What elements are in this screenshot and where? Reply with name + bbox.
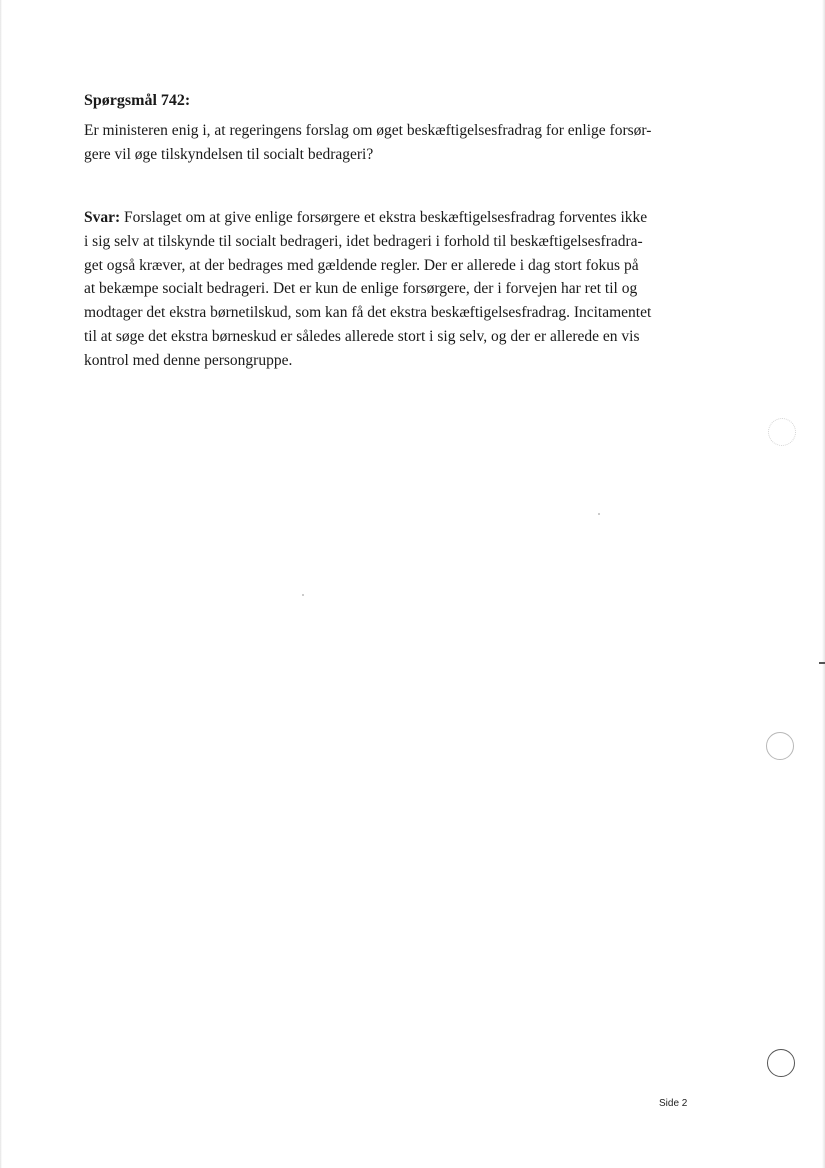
- answer-line: i sig selv at tilskynde til socialt bedrageri, idet bedrageri i forhold til beskæftigelsesfradra-: [84, 232, 643, 250]
- answer-line: at bekæmpe socialt bedrageri. Det er kun de enlige forsørgere, der i forvejen har ret til og: [84, 280, 638, 298]
- answer-line: get også kræver, at der bedrages med gældende regler. Der er allerede i dag stort fokus på: [84, 256, 639, 274]
- page-edge-left: [0, 0, 2, 1168]
- answer-line: kontrol med denne persongruppe.: [84, 351, 293, 369]
- answer-line: til at søge det ekstra børneskud er således allerede stort i sig selv, og der er allerede en vis: [84, 327, 640, 345]
- answer-line: [84, 206, 696, 230]
- question-text: [84, 119, 696, 167]
- answer-first-line: Forslaget om at give enlige forsørgere et ekstra beskæftigelsesfradrag forventes ikke: [120, 209, 648, 226]
- question-heading: Spørgsmål 742:: [84, 92, 191, 109]
- scan-speck: [302, 594, 304, 596]
- punch-hole-icon: [768, 418, 796, 446]
- scan-speck: [598, 513, 600, 515]
- answer-line: modtager det ekstra børnetilskud, som kan få det ekstra beskæftigelsesfradrag. Incitamentet: [84, 304, 652, 322]
- page-number: Side 2: [659, 1098, 688, 1109]
- edge-mark: [819, 662, 825, 664]
- question-line: Er ministeren enig i, at regeringens forslag om øget beskæftigelsesfradrag for enlige forsør-: [84, 122, 652, 139]
- punch-hole-icon: [767, 1049, 795, 1077]
- answer-label: Svar:: [84, 209, 121, 226]
- question-line: gere vil øge tilskyndelsen til socialt bedrageri?: [84, 146, 374, 163]
- answer-text: [84, 206, 696, 373]
- punch-hole-icon: [766, 732, 794, 760]
